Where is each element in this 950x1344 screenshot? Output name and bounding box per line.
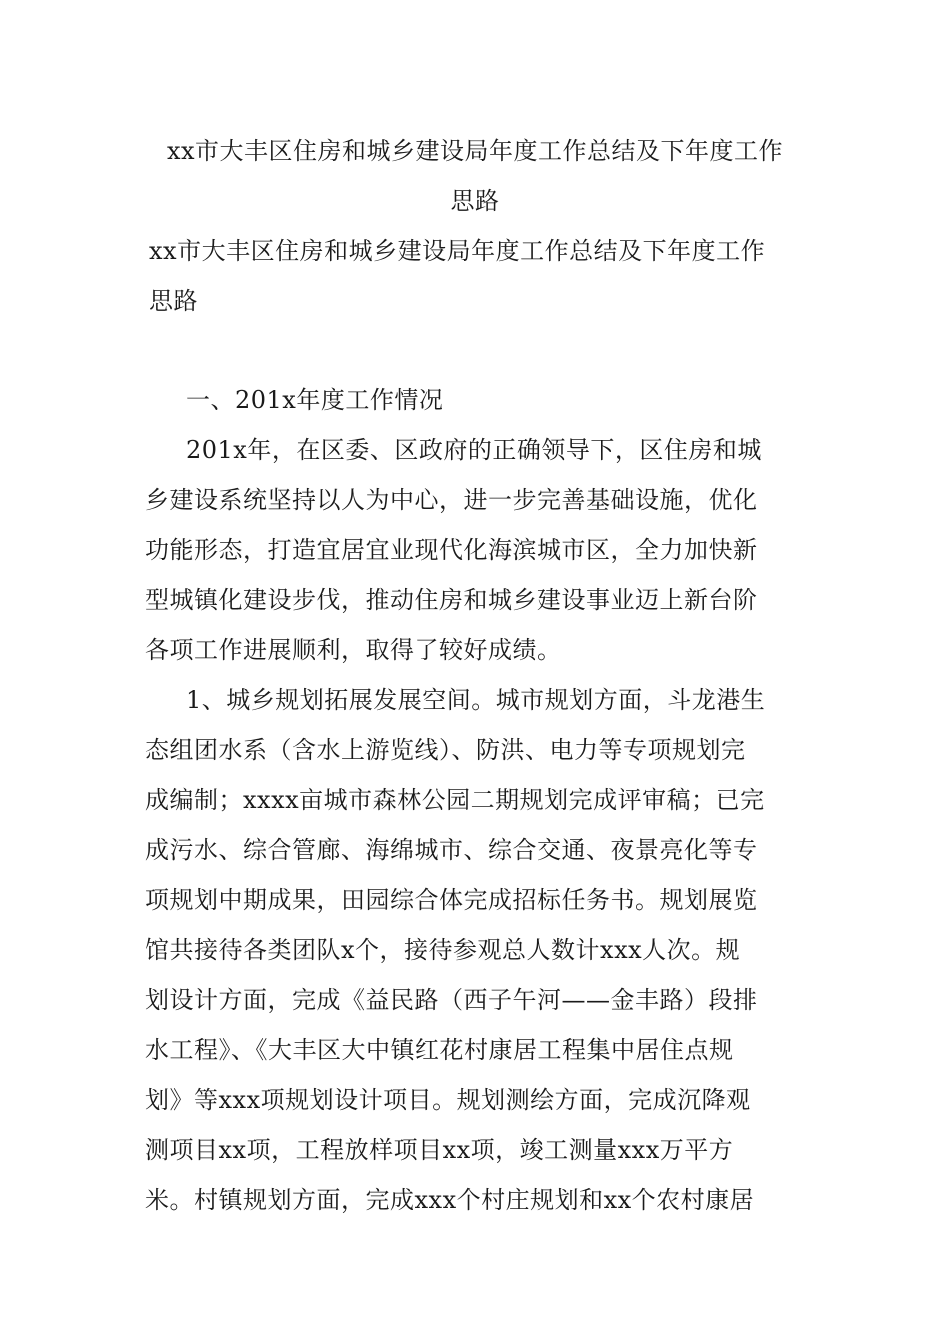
paragraph-2-line: 划设计方面，完成《益民路（西子午河——金丰路）段排 [145,986,758,1014]
paragraph-1-line: 型城镇化建设步伐，推动住房和城乡建设事业迈上新台阶 [145,586,758,614]
paragraph-2-line: 测项目xx项，工程放样项目xx项，竣工测量xxx万平方 [145,1136,734,1164]
paragraph-2-line: 馆共接待各类团队x个，接待参观总人数计xxx人次。规 [145,936,741,964]
document-subtitle-line-1: xx市大丰区住房和城乡建设局年度工作总结及下年度工作 [149,237,766,265]
document-title-line-1: xx市大丰区住房和城乡建设局年度工作总结及下年度工作 [166,137,784,165]
paragraph-1-line: 功能形态，打造宜居宜业现代化海滨城市区，全力加快新 [145,536,758,564]
paragraph-2-line: 划》等xxx项规划设计项目。规划测绘方面，完成沉降观 [145,1086,751,1114]
paragraph-1-line: 各项工作进展顺利，取得了较好成绩。 [145,636,562,664]
document-title-line-2: 思路 [450,187,500,215]
paragraph-2-line: 态组团水系（含水上游览线）、防洪、电力等专项规划完 [145,736,746,764]
document-subtitle-line-2: 思路 [149,287,198,315]
paragraph-2-line: 水工程》、《大丰区大中镇红花村康居工程集中居住点规 [145,1036,734,1064]
paragraph-2-line: 1、城乡规划拓展发展空间。城市规划方面，斗龙港生 [186,686,766,714]
paragraph-1-line: 乡建设系统坚持以人为中心，进一步完善基础设施，优化 [145,486,758,514]
paragraph-2-line: 项规划中期成果，田园综合体完成招标任务书。规划展览 [145,886,758,914]
paragraph-2-line: 成编制；xxxx亩城市森林公园二期规划完成评审稿；已完 [145,786,765,814]
paragraph-2-line: 米。村镇规划方面，完成xxx个村庄规划和xx个农村康居 [145,1186,755,1214]
section-heading: 一、201x年度工作情况 [186,386,444,414]
paragraph-2-line: 成污水、综合管廊、海绵城市、综合交通、夜景亮化等专 [145,836,758,864]
paragraph-1-line: 201x年，在区委、区政府的正确领导下，区住房和城 [186,436,762,464]
